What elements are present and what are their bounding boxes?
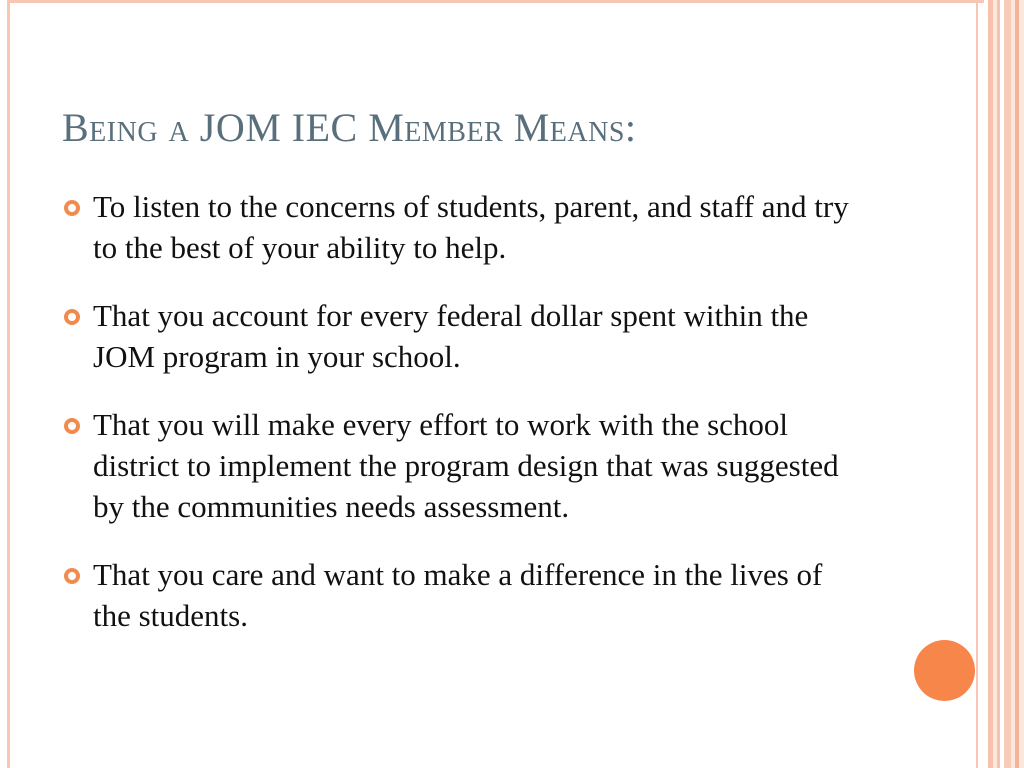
bullet-text: That you care and want to make a difference in the lives of the students.: [93, 557, 823, 633]
bullet-text: That you will make every effort to work with the school district to implement the program design that was suggested by the communities needs assessment.: [93, 407, 839, 524]
bullet-item: [62, 404, 862, 527]
bullet-item: [62, 186, 862, 268]
slide-title: Being a JOM IEC Member Means:: [62, 105, 637, 150]
decorative-stripes: [984, 0, 1024, 768]
bullet-text: That you account for every federal dollar spent within the JOM program in your school.: [93, 298, 809, 374]
bullet-item: [62, 295, 862, 377]
ring-bullet-icon: [64, 418, 80, 434]
ring-bullet-icon: [64, 309, 80, 325]
frame-right-border: [976, 0, 978, 768]
frame-left-border: [7, 0, 10, 768]
accent-circle: [914, 640, 975, 701]
bullet-item: [62, 554, 862, 636]
frame-top-border: [7, 0, 987, 3]
ring-bullet-icon: [64, 200, 80, 216]
ring-bullet-icon: [64, 568, 80, 584]
bullet-list: [62, 186, 862, 663]
bullet-text: To listen to the concerns of students, parent, and staff and try to the best of your ability to help.: [93, 189, 849, 265]
